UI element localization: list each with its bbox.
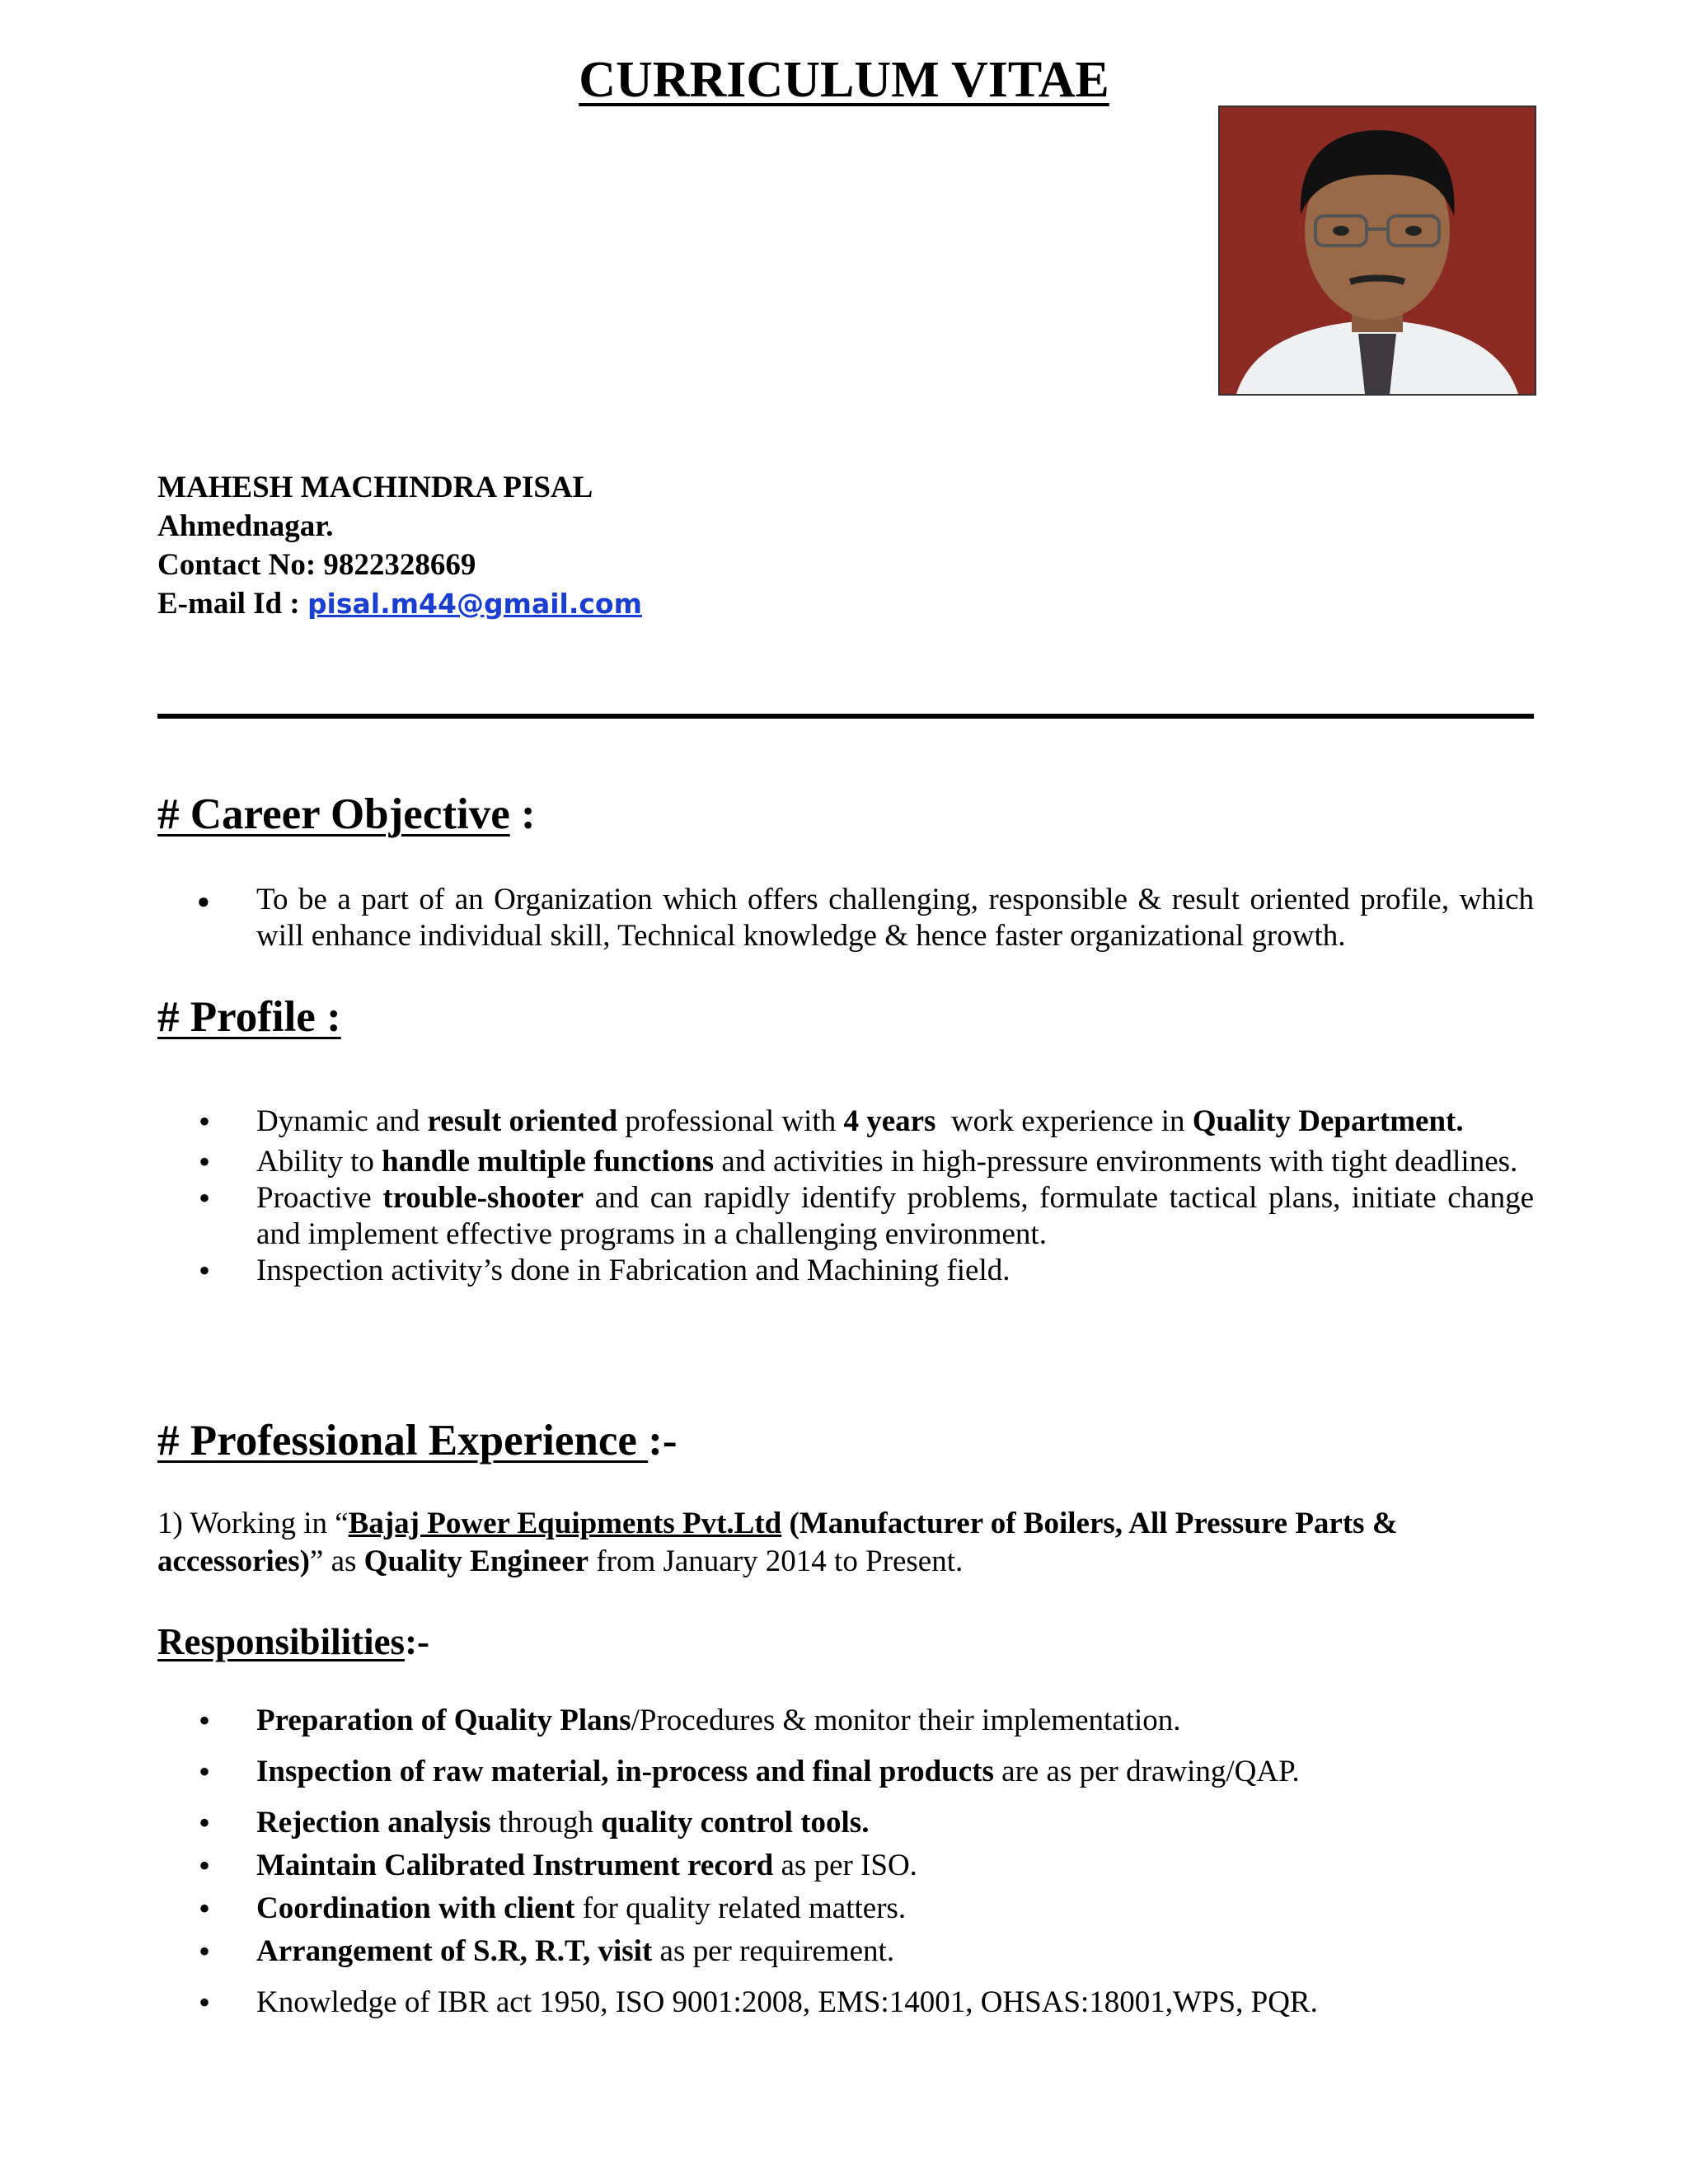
experience-heading: # Professional Experience :- — [157, 1417, 678, 1465]
candidate-name: MAHESH MACHINDRA PISAL — [157, 471, 593, 504]
list-item: • Preparation of Quality Plans/Procedures & monitor their implementation. — [157, 1703, 1534, 1739]
list-item: • Maintain Calibrated Instrument record as per ISO. — [157, 1848, 1534, 1884]
career-objective-list — [157, 882, 1534, 954]
job-role: Quality Engineer — [363, 1544, 589, 1578]
list-item: • Knowledge of IBR act 1950, ISO 9001:2008, EMS:14001, OHSAS:18001,WPS, PQR. — [157, 1985, 1534, 2021]
company-name: Bajaj Power Equipments Pvt.Ltd — [348, 1507, 782, 1540]
email-line: E-mail Id : pisal.m44@gmail.com — [157, 587, 642, 621]
profile-photo — [1218, 105, 1536, 396]
candidate-city: Ahmednagar. — [157, 509, 334, 543]
list-item: • Arrangement of S.R, R.T, visit as per requirement. — [157, 1933, 1534, 1970]
profile-list — [157, 1099, 1534, 1289]
list-item: ● To be a part of an Organization which offers challenging, responsible & result oriented profile, which will enhance individual skill, Technical knowledge & hence faster organizational growth. — [157, 882, 1534, 954]
list-item: • Inspection activity’s done in Fabrication and Machining field. — [157, 1253, 1534, 1289]
experience-entry: 1) Working in “Bajaj Power Equipments Pvt.Ltd (Manufacturer of Boilers, All Pressure Parts & accessories)” as Quality Engineer from January 2014 to Present. — [157, 1507, 1398, 1578]
phone-number: 9822328669 — [323, 548, 476, 582]
list-item: • Proactive trouble-shooter and can rapidly identify problems, formulate tactical plans, initiate change and implement effective programs in a challenging environment. — [157, 1180, 1534, 1253]
responsibilities-list — [157, 1703, 1534, 2021]
career-objective-heading: # Career Objective : — [157, 790, 536, 838]
responsibilities-heading: Responsibilities:- — [157, 1621, 430, 1662]
contact-block — [157, 468, 642, 623]
list-item: • Rejection analysis through quality control tools. — [157, 1805, 1534, 1841]
list-item: • Dynamic and result oriented professional with 4 years work experience in Quality Department. — [157, 1099, 1534, 1144]
list-item: • Inspection of raw material, in-process and final products are as per drawing/QAP. — [157, 1754, 1534, 1790]
profile-heading: # Profile : — [157, 993, 341, 1041]
phone-line: Contact No: 9822328669 — [157, 548, 476, 582]
portrait-image — [1220, 107, 1535, 394]
list-item: • Coordination with client for quality related matters. — [157, 1891, 1534, 1927]
document-title: CURRICULUM VITAE — [579, 52, 1109, 108]
divider — [157, 714, 1534, 719]
list-item: • Ability to handle multiple functions and activities in high-pressure environments with tight deadlines. — [157, 1144, 1534, 1180]
email-link[interactable]: pisal.m44@gmail.com — [307, 588, 642, 620]
